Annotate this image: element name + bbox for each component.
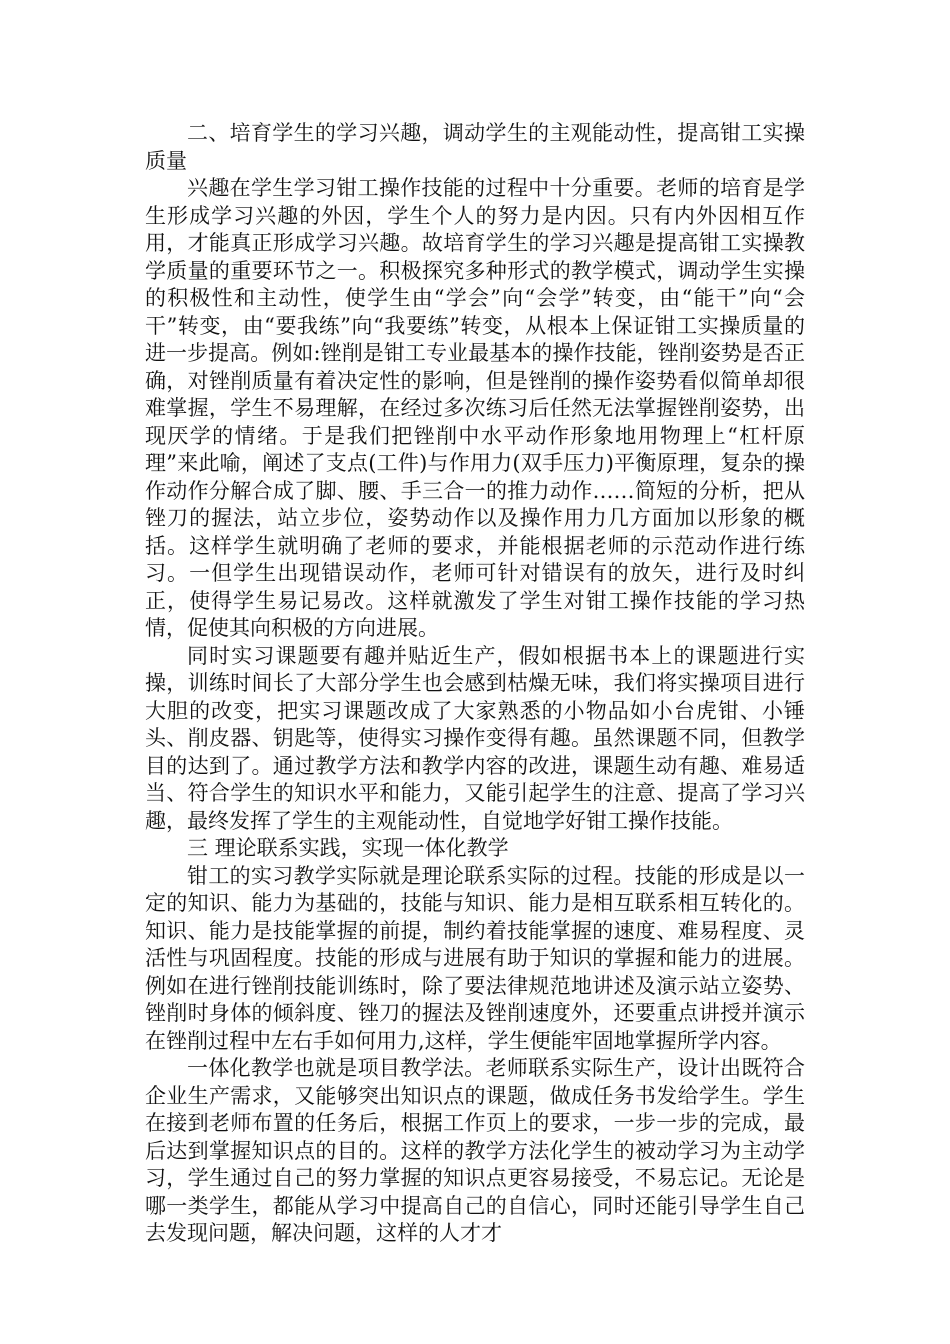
paragraph-integrated-teaching: 一体化教学也就是项目教学法。老师联系实际生产，设计出既符合企业生产需求，又能够突出知识点的课题，做成任务书发给学生。学生在接到老师布置的任务后，根据工作页上的要求，一步一步的完成，最后达到掌握知识点的目的。这样的教学方法化学生的被动学习为主动学习，学生通过自己的努力掌握的知识点更容易接受，不易忘记。无论是哪一类学生，都能从学习中提高自己的自信心，同时还能引导学生自己去发现问题，解决问题，这样的人才才 (145, 1056, 805, 1245)
document-page (145, 120, 805, 1248)
section-heading-3: 三 理论联系实践，实现一体化教学 (187, 836, 509, 860)
paragraph-practice-topics: 同时实习课题要有趣并贴近生产，假如根据书本上的课题进行实操，训练时间长了大部分学生也会感到枯燥无味，我们将实操项目进行大胆的改变，把实习课题改成了大家熟悉的小物品如小台虎钳、小锤头、削皮器、钥匙等，使得实习操作变得有趣。虽然课题不同，但教学目的达到了。通过教学方法和教学内容的改进，课题生动有趣、难易适当、符合学生的知识水平和能力，又能引起学生的注意、提高了学习兴趣，最终发挥了学生的主观能动性，自觉地学好钳工操作技能。 (145, 643, 805, 833)
section-heading-2: 二、培育学生的学习兴趣，调动学生的主观能动性，提高钳工实操质量 (145, 121, 805, 173)
paragraph-interest-cultivation: 兴趣在学生学习钳工操作技能的过程中十分重要。老师的培育是学生形成学习兴趣的外因，学生个人的努力是内因。只有内外因相互作用，才能真正形成学习兴趣。故培育学生的学习兴趣是提高钳工实操教学质量的重要环节之一。积极探究多种形式的教学模式，调动学生实操的积极性和主动性，使学生由“学会”向“会学”转变，由“能干”向“会干”转变，由“要我练”向“我要练”转变，从根本上保证钳工实操质量的进一步提高。例如:锉削是钳工专业最基本的操作技能，锉削姿势是否正确，对锉削质量有着决定性的影响，但是锉削的操作姿势看似简单却很难掌握，学生不易理解，在经过多次练习后任然无法掌握锉削姿势，出现厌学的情绪。于是我们把锉削中水平动作形象地用物理上“杠杆原理”来此喻，阐述了支点(工件)与作用力(双手压力)平衡原理，复杂的操作动作分解合成了脚、腰、手三合一的推力动作……简短的分析，把从锉刀的握法，站立步位，姿势动作以及操作用力几方面加以形象的概括。这样学生就明确了老师的要求，并能根据老师的示范动作进行练习。一但学生出现错误动作，老师可针对错误有的放矢，进行及时纠正，使得学生易记易改。这样就激发了学生对钳工操作技能的学习热情，促使其向积极的方向进展。 (145, 176, 805, 640)
paragraph-theory-practice: 钳工的实习教学实际就是理论联系实际的过程。技能的形成是以一定的知识、能力为基础的，技能与知识、能力是相互联系相互转化的。知识、能力是技能掌握的前提，制约着技能掌握的速度、难易程度、灵活性与巩固程度。技能的形成与进展有助于知识的掌握和能力的进展。例如在进行锉削技能训练时，除了要法律规范地讲述及演示站立姿势、锉削时身体的倾斜度、锉刀的握法及锉削速度外，还要重点讲授并演示在锉削过程中左右手如何用力,这样，学生便能牢固地掌握所学内容。 (145, 863, 805, 1053)
